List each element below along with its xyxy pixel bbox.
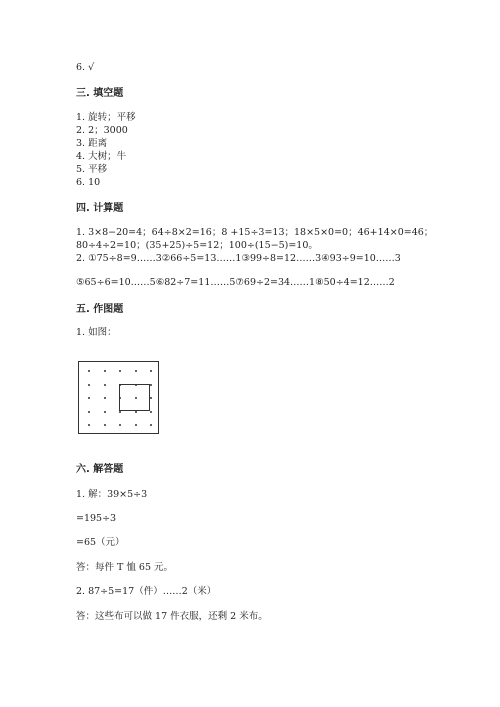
grid-dot	[88, 424, 90, 426]
grid-dot	[135, 424, 137, 426]
section-4-heading: 四. 计算题	[76, 203, 124, 214]
solution-1-step-1: 1. 解：39×5÷3	[76, 489, 148, 500]
calc-answer-2-line-1: 2. ①75÷8=9……3②66÷5=13……1③99÷8=12……3④93÷9=10……3	[76, 253, 401, 264]
grid-dot	[119, 397, 121, 399]
answer-6: 6. √	[76, 62, 95, 73]
grid-dot	[135, 384, 137, 386]
drawing-answer-1: 1. 如图：	[76, 327, 117, 338]
solution-2-step-1: 2. 87÷5=17（件）……2（米）	[76, 586, 217, 597]
fill-answer-4: 4. 大树；牛	[76, 151, 127, 162]
grid-dot	[104, 411, 106, 413]
solution-1-step-3: =65（元）	[76, 537, 125, 548]
grid-dot	[104, 370, 106, 372]
grid-dot	[104, 424, 106, 426]
solution-1-step-2: =195÷3	[76, 513, 117, 524]
section-6-heading: 六. 解答题	[76, 464, 124, 475]
fill-answer-5: 5. 平移	[76, 164, 108, 175]
grid-dot	[150, 411, 152, 413]
grid-dot	[88, 411, 90, 413]
grid-dot	[150, 397, 152, 399]
solution-2-answer: 答：这些布可以做 17 件衣服，还剩 2 米布。	[76, 611, 268, 622]
grid-dot	[150, 370, 152, 372]
calc-answer-2-line-2: ⑤65÷6=10……5⑥82÷7=11……5⑦69÷2=34……1⑧50÷4=12……2	[76, 277, 395, 288]
grid-dot	[119, 411, 121, 413]
grid-dot	[135, 411, 137, 413]
grid-dot	[119, 384, 121, 386]
grid-dot	[104, 384, 106, 386]
section-5-heading: 五. 作图题	[76, 304, 124, 315]
fill-answer-1: 1. 旋转；平移	[76, 112, 136, 123]
grid-dot	[135, 397, 137, 399]
calc-answer-1-line-2: 80÷4÷2=10；(35+25)÷5=12；100÷(15−5)=10。	[76, 240, 318, 251]
grid-dot	[119, 370, 121, 372]
grid-dot	[104, 397, 106, 399]
grid-dot	[150, 384, 152, 386]
fill-answer-2: 2. 2；3000	[76, 125, 128, 136]
calc-answer-1-line-1: 1. 3×8−20=4；64÷8×2=16；8 +15÷3=13；18×5×0=0；46+14×0=46；	[76, 227, 434, 238]
fill-answer-3: 3. 距离	[76, 138, 108, 149]
grid-dot	[119, 424, 121, 426]
section-3-heading: 三. 填空题	[76, 88, 124, 99]
dot-grid-figure	[78, 361, 159, 434]
grid-dot	[88, 384, 90, 386]
grid-dot	[150, 424, 152, 426]
solution-1-answer: 答：每件 T 恤 65 元。	[76, 562, 174, 573]
grid-dot	[135, 370, 137, 372]
fill-answer-6: 6. 10	[76, 177, 101, 188]
grid-dot	[88, 397, 90, 399]
grid-dot	[88, 370, 90, 372]
